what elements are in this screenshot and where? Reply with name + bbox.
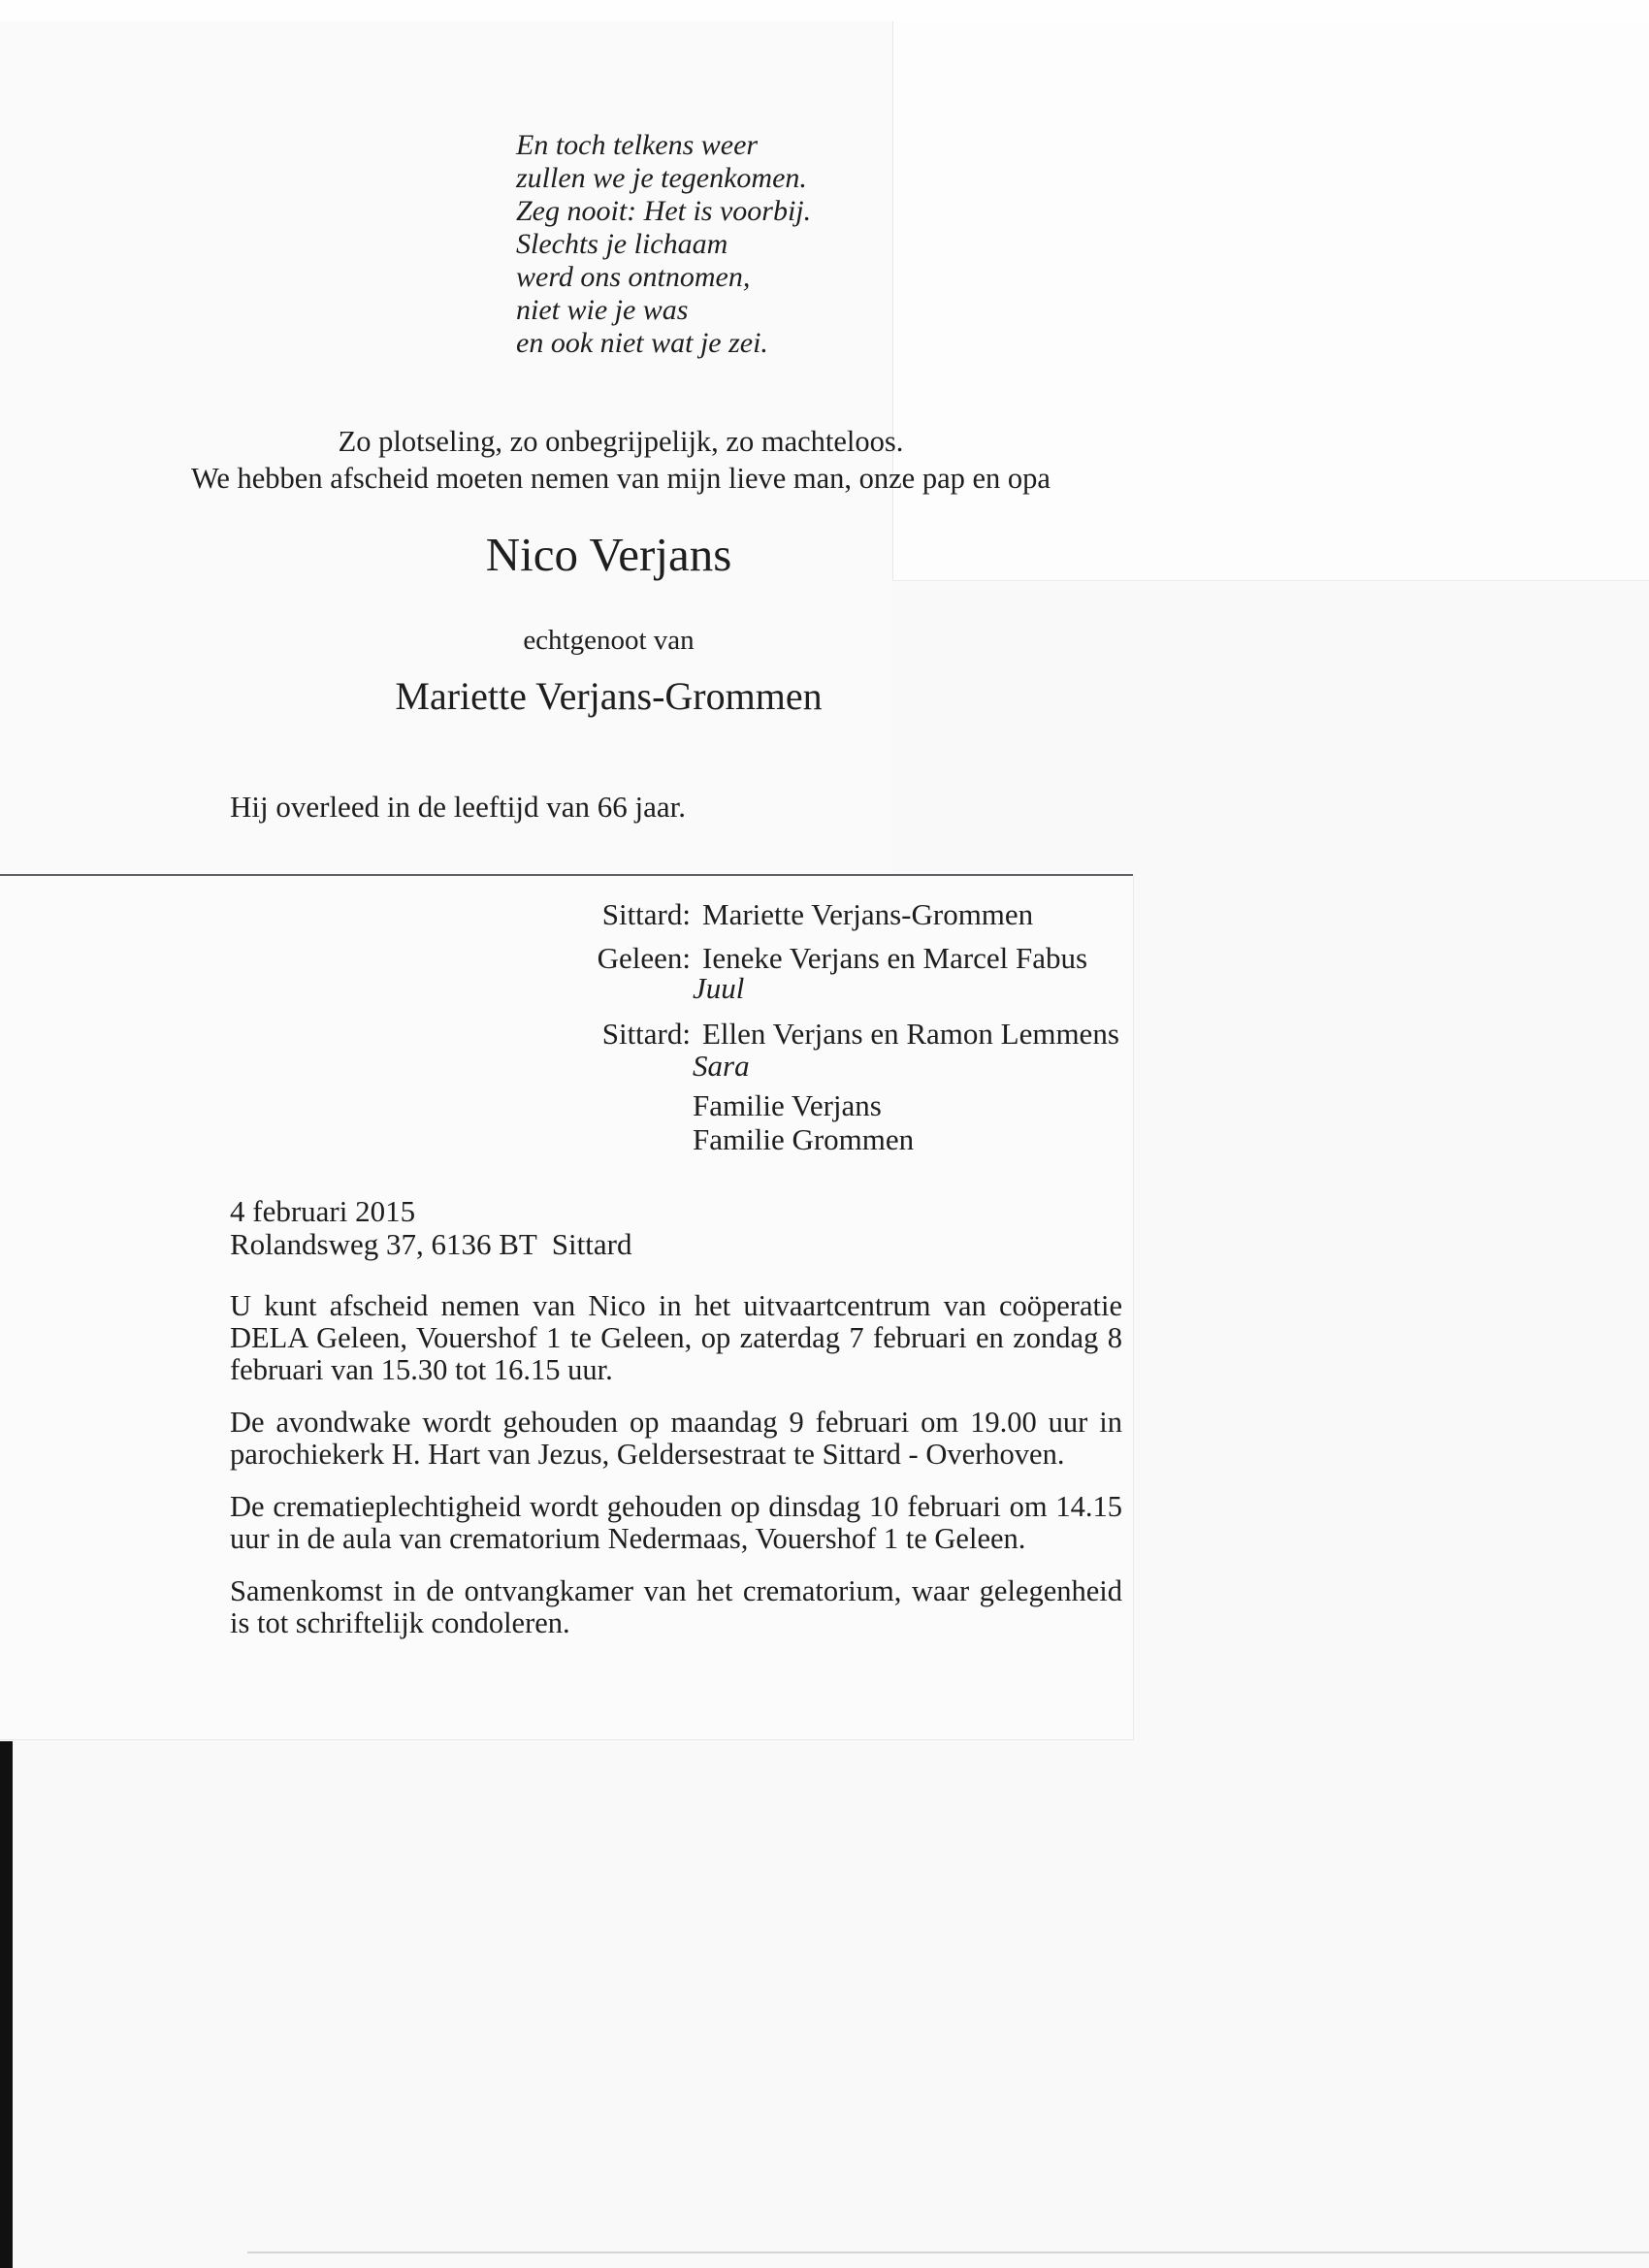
date-address-block — [230, 1195, 631, 1261]
funeral-details — [230, 1290, 1122, 1660]
family-place: Sittard: — [601, 1017, 691, 1051]
relation-label: echtgenoot van — [523, 625, 695, 656]
family-grandchild: Sara — [693, 1049, 750, 1083]
poem-line: Slechts je lichaam — [516, 228, 728, 260]
poem-line: werd ons ontnomen, — [516, 261, 751, 293]
poem-line: niet wie je was — [516, 294, 689, 326]
backing-sheet-edge — [892, 21, 1649, 581]
age-line: Hij overleed in de leeftijd van 66 jaar. — [230, 790, 686, 824]
visitation-paragraph: U kunt afscheid nemen van Nico in het uitvaartcentrum van coöperatie DELA Geleen, Vouershof 1 te Geleen, op zaterdag 7 februari en zondag 8 februari van 15.30 tot 16.15 uur. — [230, 1289, 1122, 1386]
family-general: Familie Grommen — [693, 1122, 915, 1156]
date-line: 4 februari 2015 — [230, 1194, 416, 1228]
scan-edge-black-strip — [0, 1741, 13, 2268]
poem-line: zullen we je tegenkomen. — [516, 162, 807, 194]
address-line: Rolandsweg 37, 6136 BT Sittard — [230, 1227, 632, 1261]
family-names: Ieneke Verjans en Marcel Fabus — [702, 941, 1088, 975]
scan-bottom-line — [247, 2252, 1649, 2253]
announcement-line-1: Zo plotseling, zo onbegrijpelijk, zo machteloos. — [338, 425, 904, 458]
announcement-line-2: We hebben afscheid moeten nemen van mijn lieve man, onze pap en opa — [191, 462, 1051, 495]
family-grandchild: Juul — [693, 971, 745, 1005]
scanner-top-strip — [0, 0, 1649, 21]
family-entry — [594, 1017, 1119, 1052]
family-entry — [594, 897, 1033, 932]
family-general: Familie Verjans — [693, 1088, 882, 1122]
family-entry — [594, 941, 1087, 976]
wake-paragraph: De avondwake wordt gehouden op maandag 9 februari om 19.00 uur in parochiekerk H. Hart van Jezus, Geldersestraat te Sittard - Overhoven. — [230, 1406, 1122, 1471]
spouse-name: Mariette Verjans-Grommen — [395, 674, 823, 718]
family-names: Mariette Verjans-Grommen — [702, 897, 1034, 931]
family-names: Ellen Verjans en Ramon Lemmens — [702, 1017, 1119, 1051]
family-place: Sittard: — [601, 897, 691, 931]
deceased-name: Nico Verjans — [485, 528, 732, 581]
card-overlap-seam — [0, 874, 1133, 876]
poem-line: Zeg nooit: Het is voorbij. — [516, 195, 812, 227]
poem-line: En toch telkens weer — [516, 129, 759, 161]
memorial-poem — [516, 129, 811, 360]
family-place: Geleen: — [597, 941, 691, 975]
condolence-paragraph: Samenkomst in de ontvangkamer van het crematorium, waar gelegenheid is tot schriftelijk condoleren. — [230, 1574, 1122, 1639]
cremation-paragraph: De crematieplechtigheid wordt gehouden op dinsdag 10 februari om 14.15 uur in de aula van crematorium Nedermaas, Vouershof 1 te Geleen. — [230, 1490, 1122, 1555]
poem-line: en ook niet wat je zei. — [516, 327, 768, 359]
